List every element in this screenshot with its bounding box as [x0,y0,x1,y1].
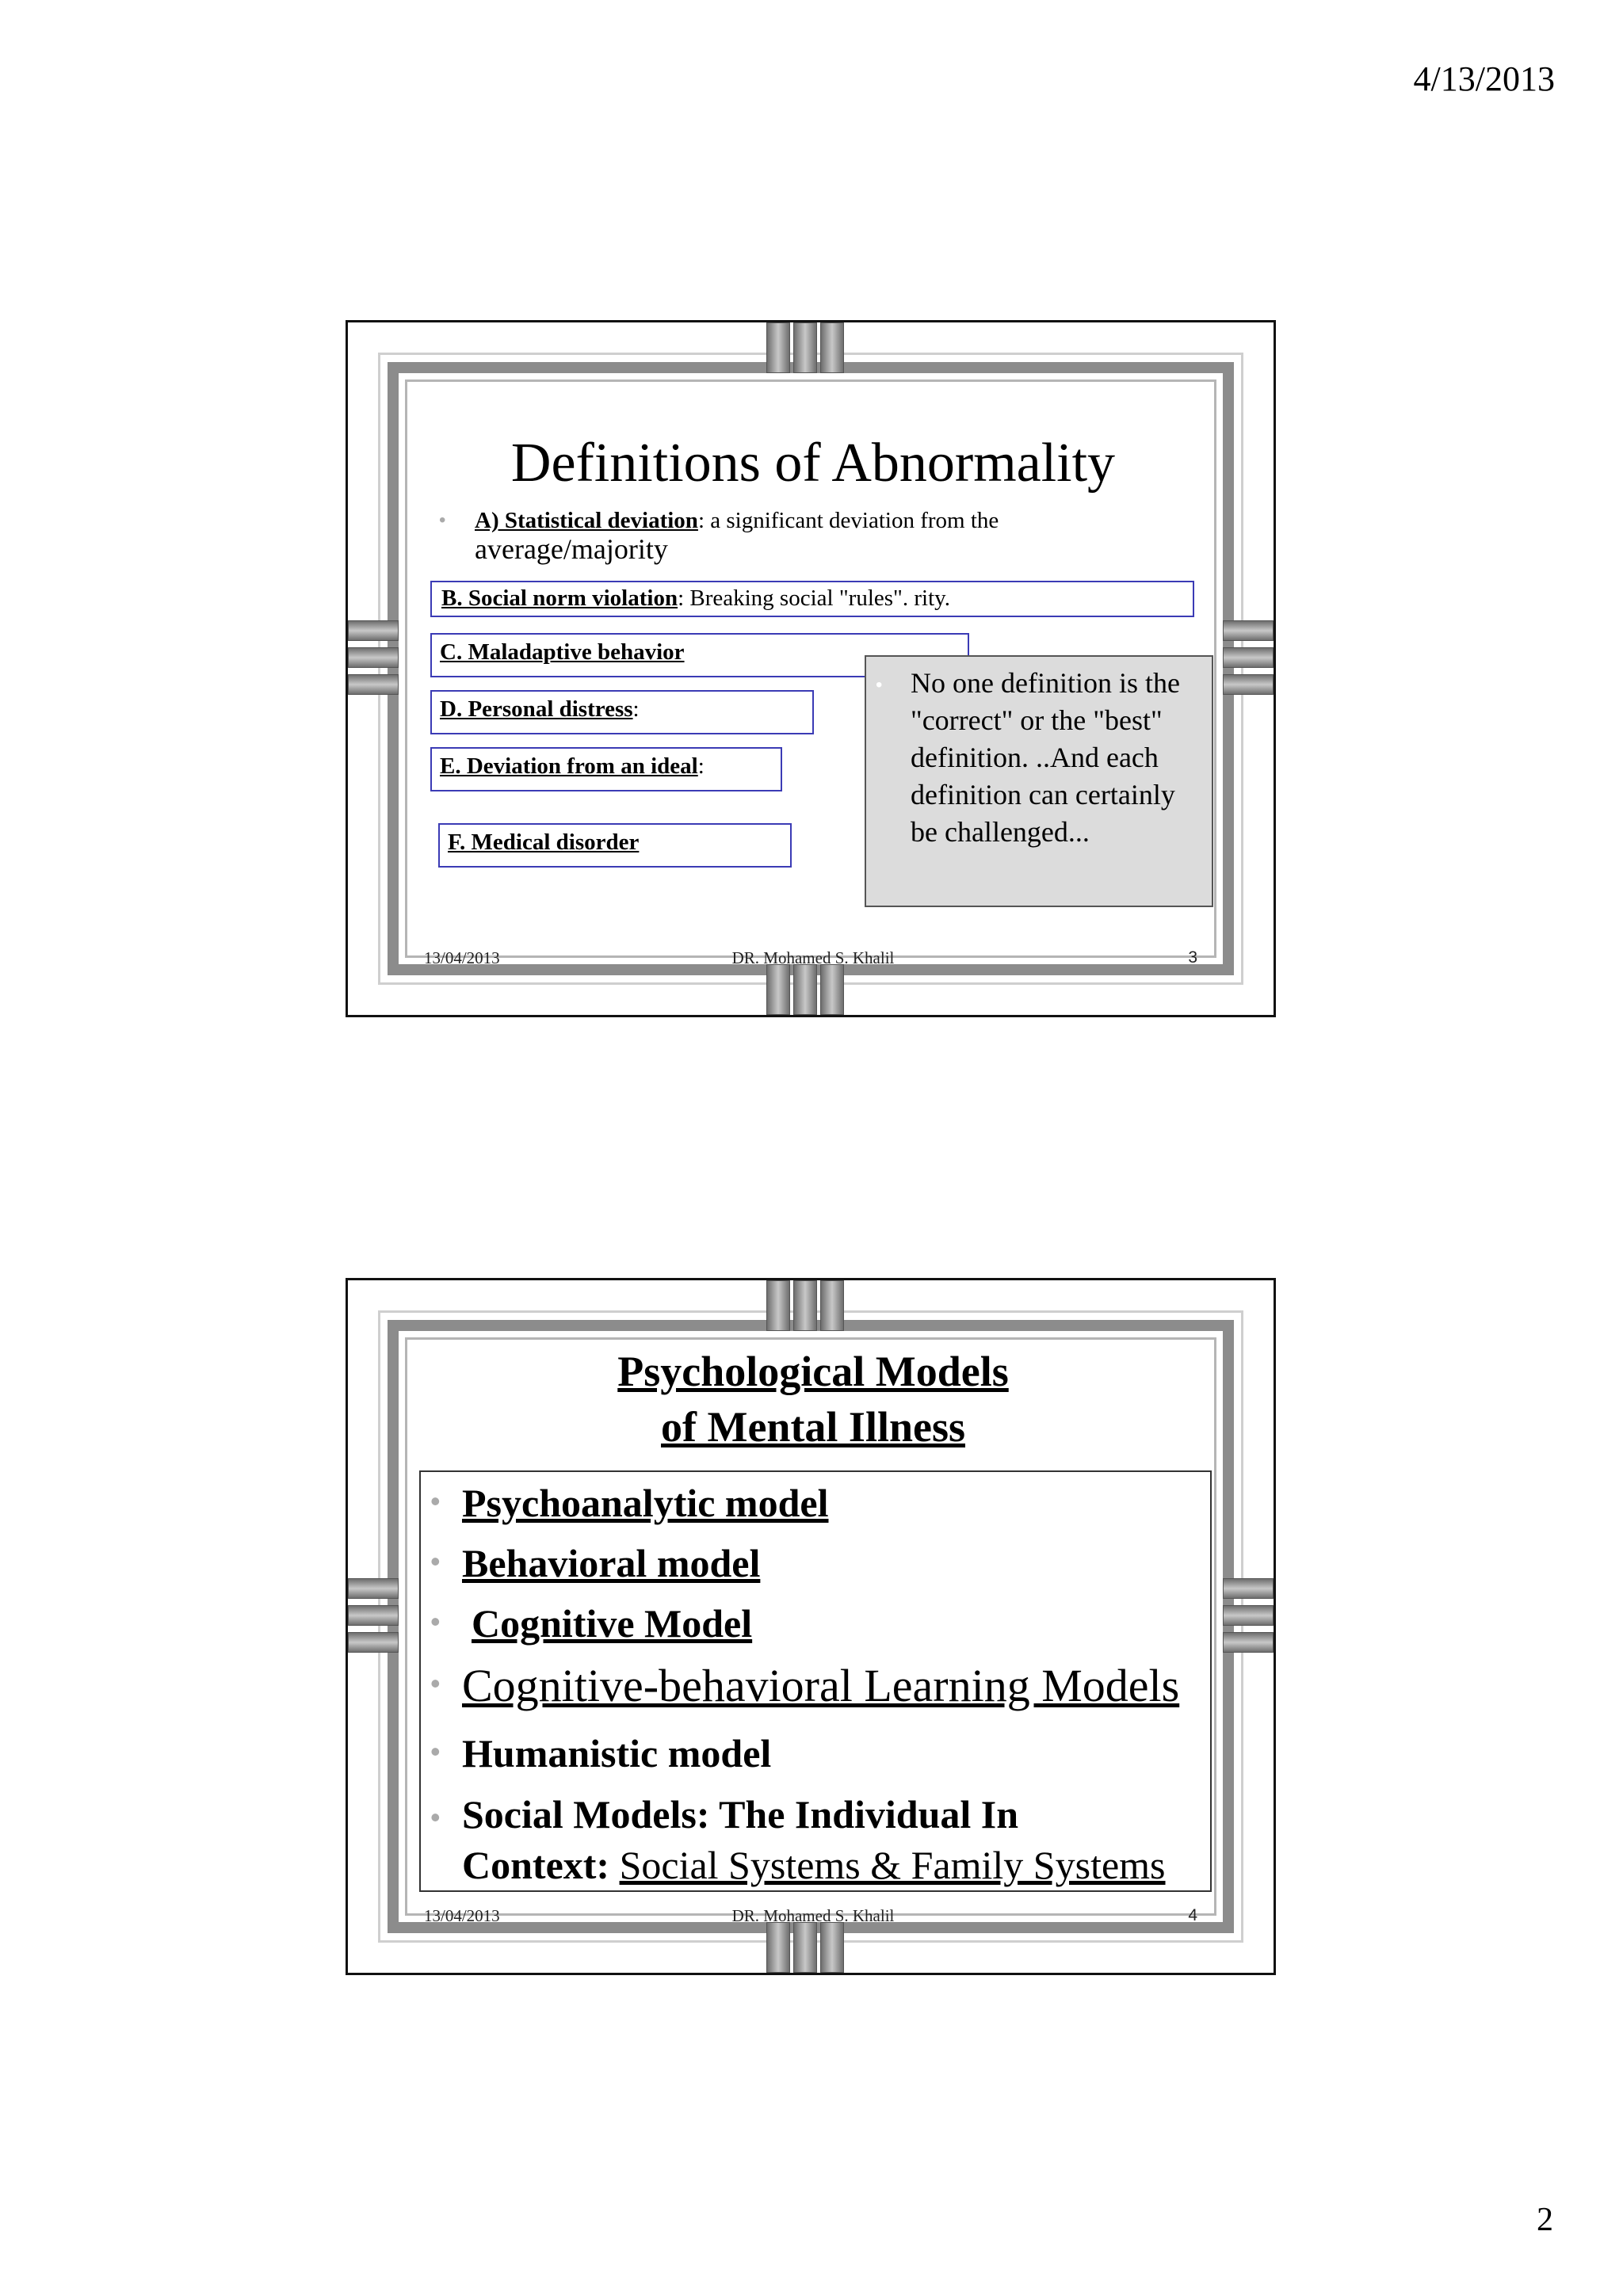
footer-date: 13/04/2013 [424,948,500,967]
model-label: Social Models: The Individual In [462,1792,1019,1836]
model-label: Cognitive Model [472,1601,753,1646]
box-personal-distress [430,690,814,734]
footer-author: DR. Mohamed S. Khalil [731,948,895,967]
list-item [430,1480,829,1526]
slide-definitions-of-abnormality [346,320,1276,1017]
bullet-dot: • [430,1485,441,1517]
bullet-dot: • [430,1667,441,1699]
footer-date: 13/04/2013 [424,1906,500,1925]
slide-number: 3 [1188,948,1197,967]
frame-clip [1223,1632,1274,1653]
frame-clip [793,964,817,1015]
frame-clip [348,1605,399,1626]
box-social-norm [430,581,1194,617]
bullet-dot: • [876,674,883,696]
bullet-dot: • [430,1801,441,1833]
list-item [430,1730,772,1776]
slide-psychological-models [346,1278,1276,1975]
term-text: : a significant deviation from the [697,508,999,533]
bullet-dot: • [430,1605,441,1638]
page-number: 2 [1537,2202,1553,2238]
box-medical-disorder [438,823,792,868]
term-text: : [632,696,640,722]
frame-clip [820,964,844,1015]
term-label: C. Maladaptive behavior [440,639,685,665]
page-date: 4/13/2013 [1413,59,1555,98]
title-line: Psychological Models [617,1348,1009,1395]
list-item [430,1540,761,1586]
term-label: E. Deviation from an ideal [440,753,698,779]
frame-clip [1223,674,1274,695]
frame-clip [1223,1605,1274,1626]
models-list [419,1470,1212,1892]
bullet-dot: • [430,1735,441,1768]
model-label: Context: [462,1843,610,1887]
bullet-dot: • [439,509,446,531]
bullet-statistical-deviation [439,506,1156,565]
frame-clip [348,647,399,668]
term-label: F. Medical disorder [448,830,640,855]
frame-clip [348,1578,399,1599]
slide-number: 4 [1188,1906,1197,1924]
title-line: of Mental Illness [661,1403,965,1451]
slide-title [348,1344,1278,1455]
frame-clip [766,1922,790,1973]
frame-clip [1223,1578,1274,1599]
model-label: Cognitive-behavioral Learning Models [462,1660,1180,1711]
footer-author: DR. Mohamed S. Khalil [731,1906,895,1925]
callout-text: No one definition is the "correct" or the "best" definition. ..And each definition can certainly be challenged... [911,667,1180,848]
term-label: A) Statistical deviation [475,508,698,533]
bullet-text-cont: average/majority [475,533,668,565]
model-label: Behavioral model [462,1541,761,1585]
callout-note [865,655,1213,907]
term-text: : [697,753,705,779]
model-label: Psychoanalytic model [462,1481,829,1525]
bullet-dot: • [430,1545,441,1577]
frame-clip [1223,620,1274,641]
slide-title: Definitions of Abnormality [510,433,1116,494]
frame-clip [820,1280,844,1331]
frame-clip [793,1280,817,1331]
frame-clip [1223,647,1274,668]
term-text: : Breaking social "rules". rity. [678,585,951,611]
model-label: Humanistic model [462,1731,772,1775]
frame-clip [820,1922,844,1973]
frame-clip [348,1632,399,1653]
list-item [430,1600,753,1646]
frame-clip [348,620,399,641]
frame-clip [766,322,790,373]
term-label: D. Personal distress [440,696,633,722]
frame-clip [348,674,399,695]
frame-clip [766,964,790,1015]
term-label: B. Social norm violation [441,585,678,611]
frame-clip [766,1280,790,1331]
frame-clip [793,322,817,373]
list-item [430,1789,1166,1890]
bullet-text [475,506,1156,535]
frame-clip [793,1922,817,1973]
list-item [430,1659,1180,1712]
box-deviation-ideal [430,747,782,791]
frame-clip [820,322,844,373]
model-label: Social Systems & Family Systems [619,1843,1166,1887]
